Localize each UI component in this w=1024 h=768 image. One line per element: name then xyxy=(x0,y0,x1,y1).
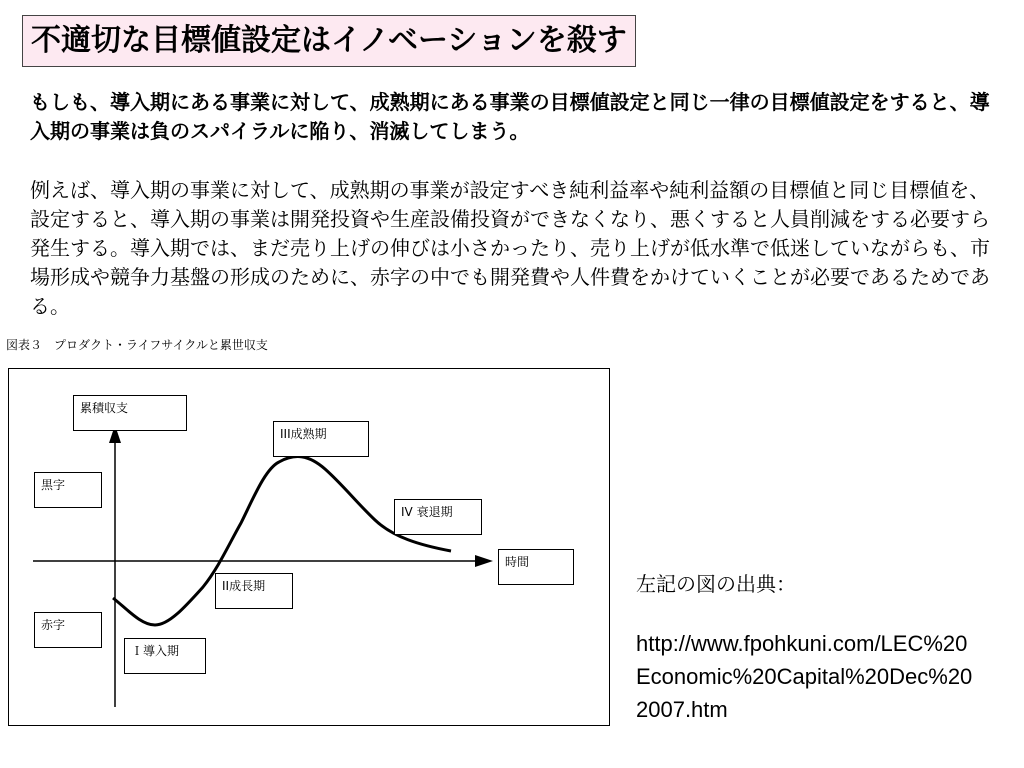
slide-title: 不適切な目標値設定はイノベーションを殺す xyxy=(22,15,636,67)
maturity-stage-box xyxy=(273,421,369,457)
y-axis-label: 累積収支 xyxy=(80,401,129,415)
decline-stage-box xyxy=(394,499,482,535)
profit-label: 黒字 xyxy=(41,478,66,492)
body-paragraph: 例えば、導入期の事業に対して、成熟期の事業が設定すべき純利益率や純利益額の目標値と同じ目標値を、設定すると、導入期の事業は開発投資や生産設備投資ができなくなり、悪くすると人員削減をする必要すら発生する。導入期では、まだ売り上げの伸びは小さかったり、売り上げが低水準で低迷していながらも、市場形成や競争力基盤の形成のために、赤字の中でも開発費や人件費をかけていくことが必要であるためである。 xyxy=(30,178,990,318)
source-label: 左記の図の出典： xyxy=(636,572,796,596)
intro-stage-label: Ｉ導入期 xyxy=(131,644,180,658)
loss-label: 赤字 xyxy=(41,618,66,632)
x-axis-label: 時間 xyxy=(505,555,530,569)
y-axis-label-box xyxy=(73,395,187,431)
figure-caption: 図表３ プロダクト・ライフサイクルと累世収支 xyxy=(6,338,268,352)
maturity-stage-label: III成熟期 xyxy=(280,427,327,441)
decline-stage-label: IV 衰退期 xyxy=(401,505,453,519)
profit-label-box xyxy=(34,472,102,508)
intro-stage-box xyxy=(124,638,206,674)
source-url[interactable]: http://www.fpohkuni.com/LEC%20Economic%20Capital%20Dec%202007.htm xyxy=(636,631,973,722)
growth-stage-label: II成長期 xyxy=(222,579,266,593)
x-axis-label-box xyxy=(498,549,574,585)
x-axis-arrow xyxy=(475,555,493,567)
lead-paragraph: もしも、導入期にある事業に対して、成熟期にある事業の目標値設定と同じ一律の目標値設定をすると、導入期の事業は負のスパイラルに陥り、消滅してしまう。 xyxy=(30,90,990,143)
loss-label-box xyxy=(34,612,102,648)
growth-stage-box xyxy=(215,573,293,609)
lifecycle-figure xyxy=(8,368,610,726)
